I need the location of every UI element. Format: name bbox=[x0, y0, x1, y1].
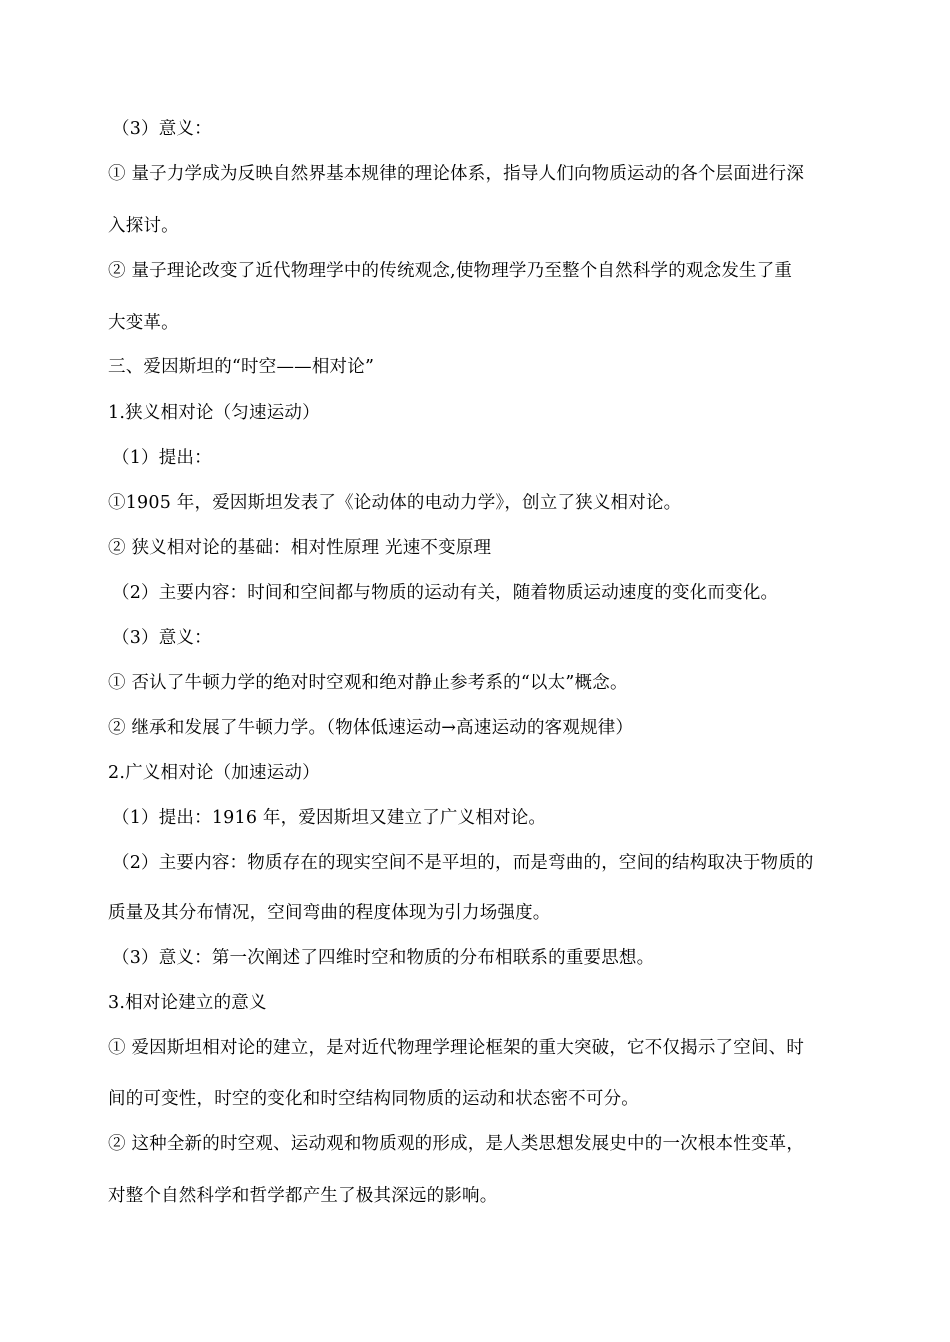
paragraph-line: 间的可变性，时空的变化和时空结构同物质的运动和状态密不可分。 bbox=[108, 1089, 639, 1109]
paragraph-line: ① 量子力学成为反映自然界基本规律的理论体系，指导人们向物质运动的各个层面进行深 bbox=[108, 164, 805, 184]
paragraph-line: 大变革。 bbox=[108, 313, 179, 333]
paragraph-line: （3）意义： bbox=[112, 119, 212, 139]
paragraph-line: 入探讨。 bbox=[108, 216, 179, 236]
paragraph-line: （2）主要内容：时间和空间都与物质的运动有关，随着物质运动速度的变化而变化。 bbox=[112, 583, 779, 603]
paragraph-line: ①1905 年，爱因斯坦发表了《论动体的电动力学》，创立了狭义相对论。 bbox=[108, 493, 682, 513]
paragraph-line: ② 量子理论改变了近代物理学中的传统观念,使物理学乃至整个自然科学的观念发生了重 bbox=[108, 261, 793, 281]
paragraph-line: 对整个自然科学和哲学都产生了极其深远的影响。 bbox=[108, 1186, 498, 1206]
paragraph-line: （1）提出： bbox=[112, 448, 212, 468]
subsection-heading: 2.广义相对论（加速运动） bbox=[108, 763, 320, 783]
section-heading: 三、爱因斯坦的“时空——相对论” bbox=[108, 357, 375, 377]
paragraph-line: ① 否认了牛顿力学的绝对时空观和绝对静止参考系的“以太”概念。 bbox=[108, 673, 628, 693]
paragraph-line: ② 继承和发展了牛顿力学。（物体低速运动→高速运动的客观规律） bbox=[108, 718, 634, 738]
paragraph-line: （2）主要内容：物质存在的现实空间不是平坦的，而是弯曲的，空间的结构取决于物质的 bbox=[112, 853, 814, 873]
paragraph-line: 质量及其分布情况，空间弯曲的程度体现为引力场强度。 bbox=[108, 903, 551, 923]
subsection-heading: 1.狭义相对论（匀速运动） bbox=[108, 403, 320, 423]
paragraph-line: ② 这种全新的时空观、运动观和物质观的形成，是人类思想发展史中的一次根本性变革， bbox=[108, 1134, 805, 1154]
paragraph-line: （1）提出：1916 年，爱因斯坦又建立了广义相对论。 bbox=[112, 808, 547, 828]
paragraph-line: （3）意义： bbox=[112, 628, 212, 648]
subsection-heading: 3.相对论建立的意义 bbox=[108, 993, 267, 1013]
paragraph-line: （3）意义：第一次阐述了四维时空和物质的分布相联系的重要思想。 bbox=[112, 948, 655, 968]
paragraph-line: ② 狭义相对论的基础：相对性原理 光速不变原理 bbox=[108, 538, 492, 558]
paragraph-line: ① 爱因斯坦相对论的建立，是对近代物理学理论框架的重大突破，它不仅揭示了空间、时 bbox=[108, 1038, 805, 1058]
